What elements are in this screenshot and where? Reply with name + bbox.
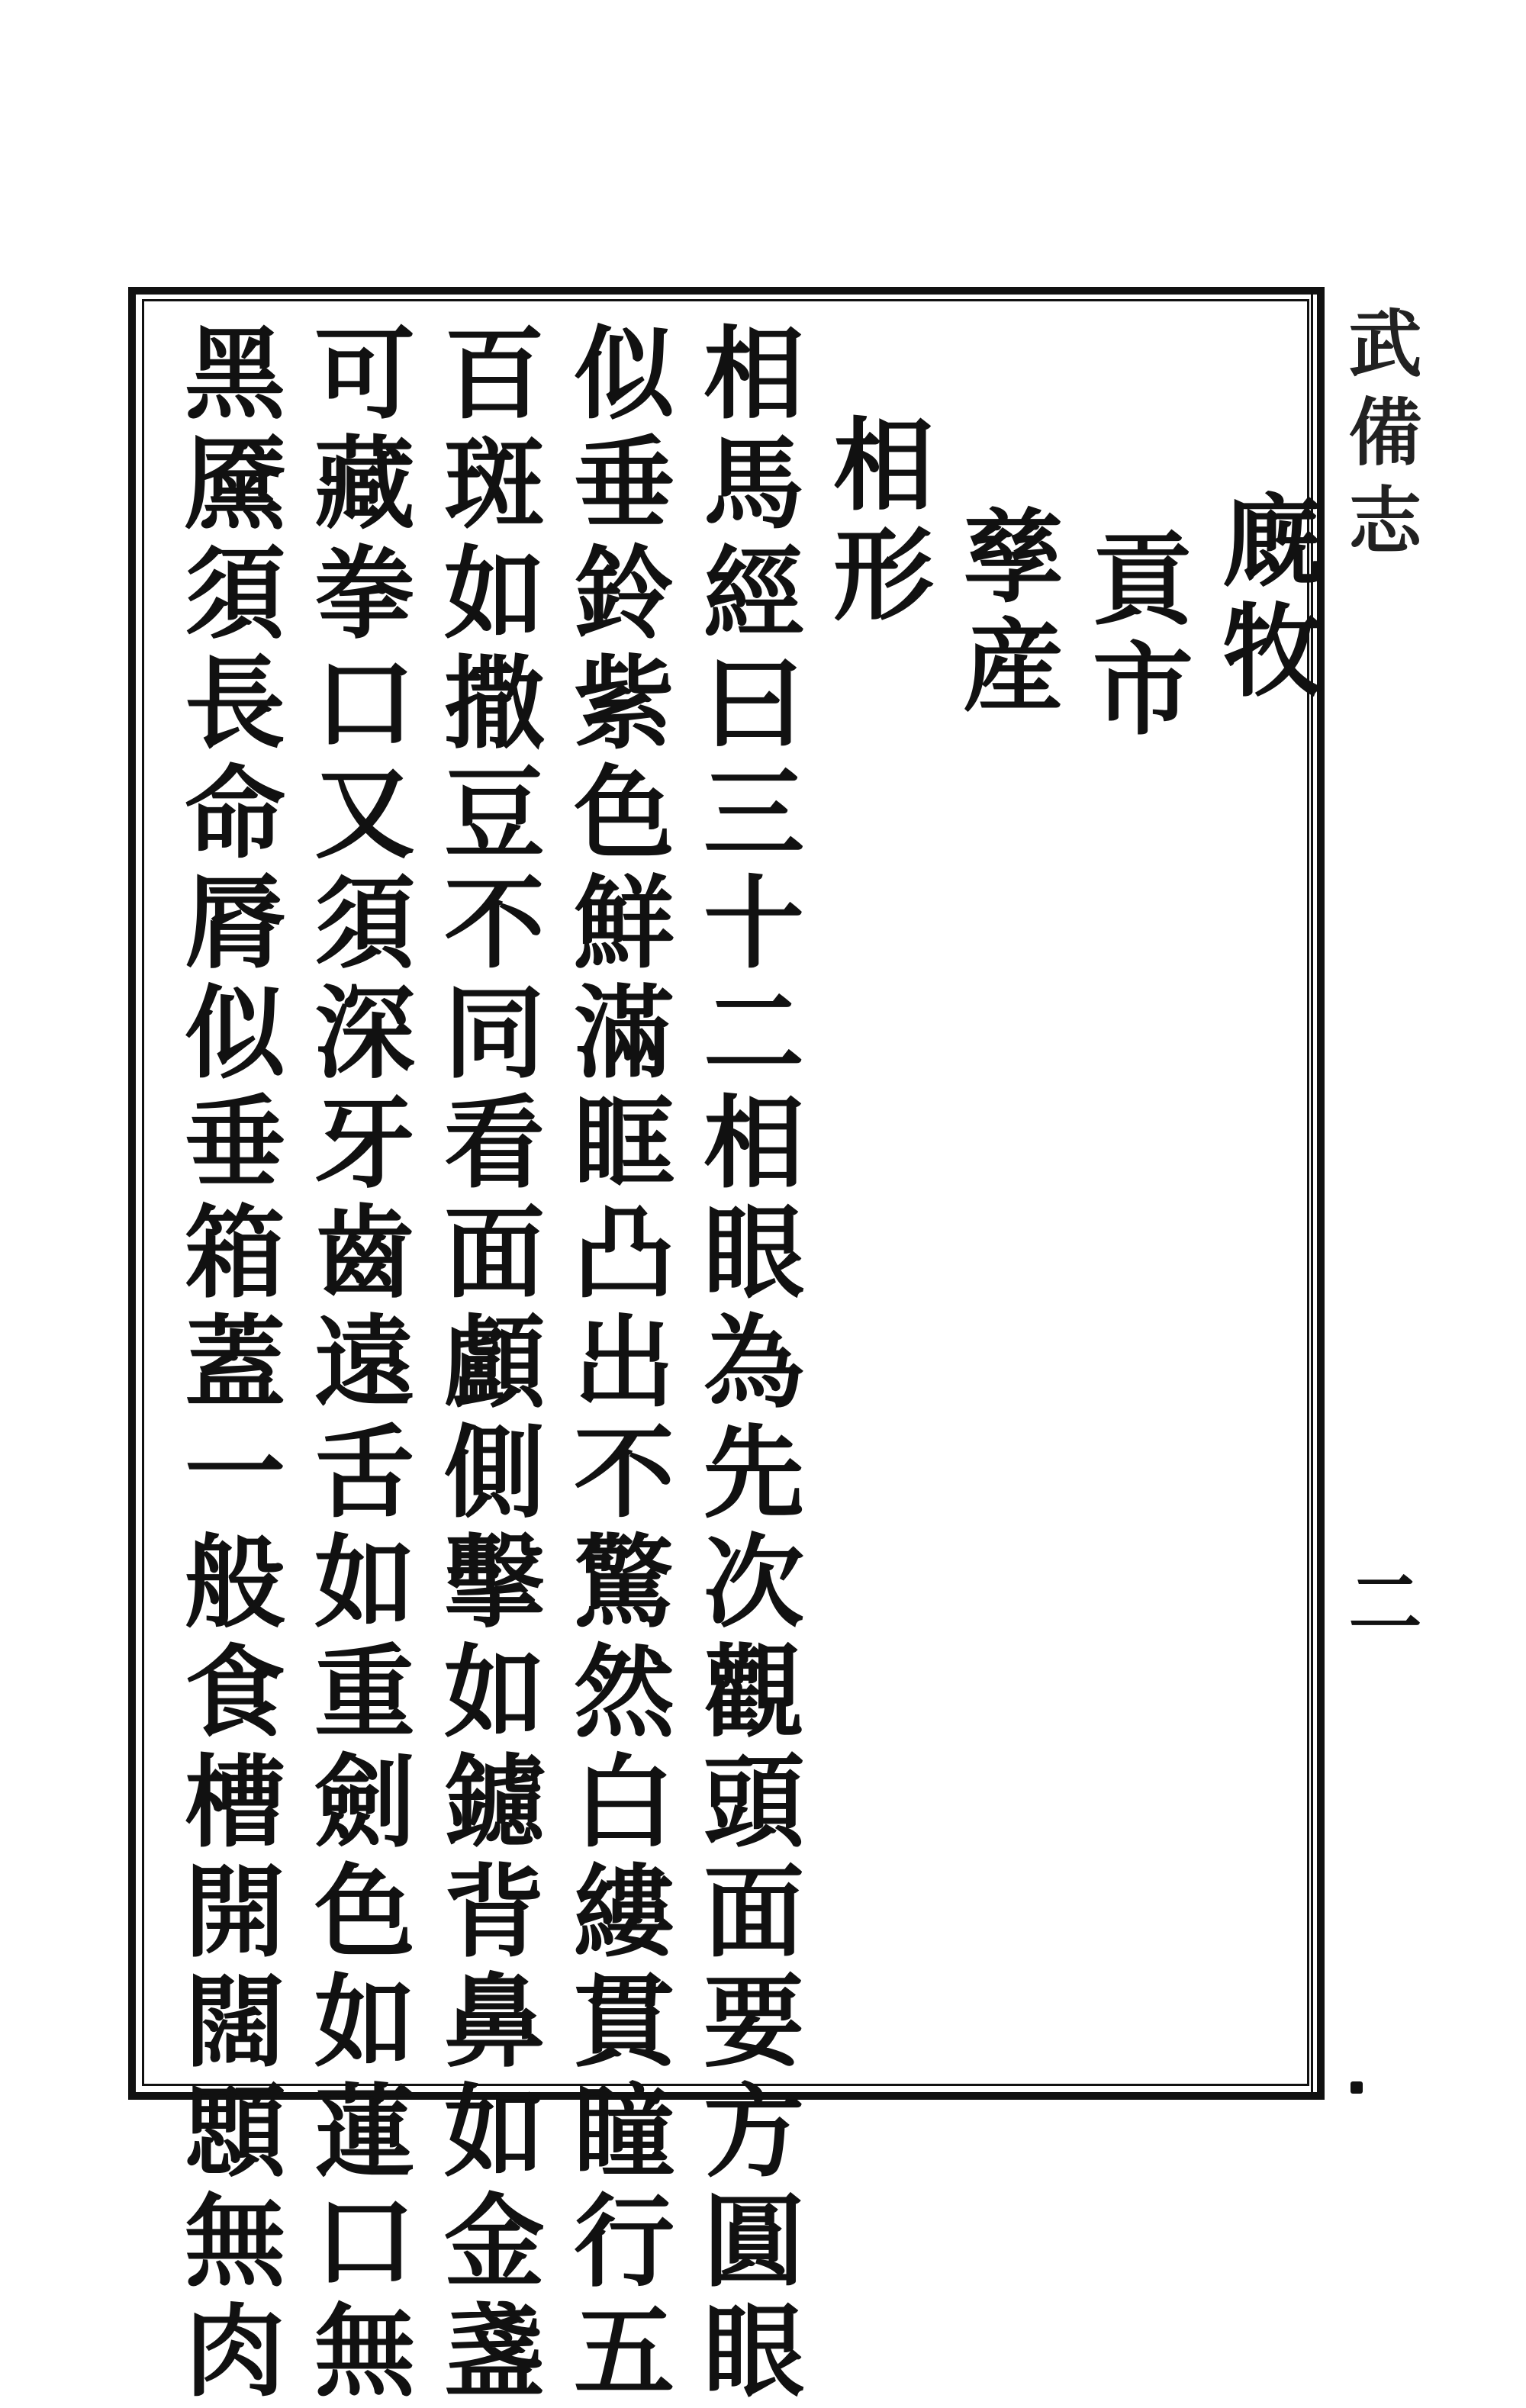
text-column-3: 百斑如撒豆不同看面顱側擊如鑢背鼻如金盞: [427, 320, 545, 2408]
section-title-judging-form: 相形: [816, 412, 934, 632]
text-column-5: 黑黡須長命脣似垂箱蓋一般食槽開闊顋無肉: [167, 320, 285, 2408]
corner-mark: [1351, 2081, 1363, 2094]
margin-book-title: 武備志: [1337, 305, 1423, 571]
heading-stable-herding: 廐牧: [1205, 488, 1323, 708]
text-column-2: 似垂鈴紫色鮮滿眶凸出不驚然白縷貫瞳行五: [556, 320, 674, 2408]
text-column-1: 相馬經曰三十二相眼為先次觀頭面要方圓眼: [686, 320, 804, 2408]
text-column-4: 可藏拳口又須深牙齒遠舌如重劍色如蓮口無: [297, 320, 415, 2408]
heading-tribute-market: 貢市: [1075, 526, 1193, 746]
page-number: 二: [1337, 1564, 1423, 1637]
heading-breeding: 孳産: [945, 504, 1064, 723]
